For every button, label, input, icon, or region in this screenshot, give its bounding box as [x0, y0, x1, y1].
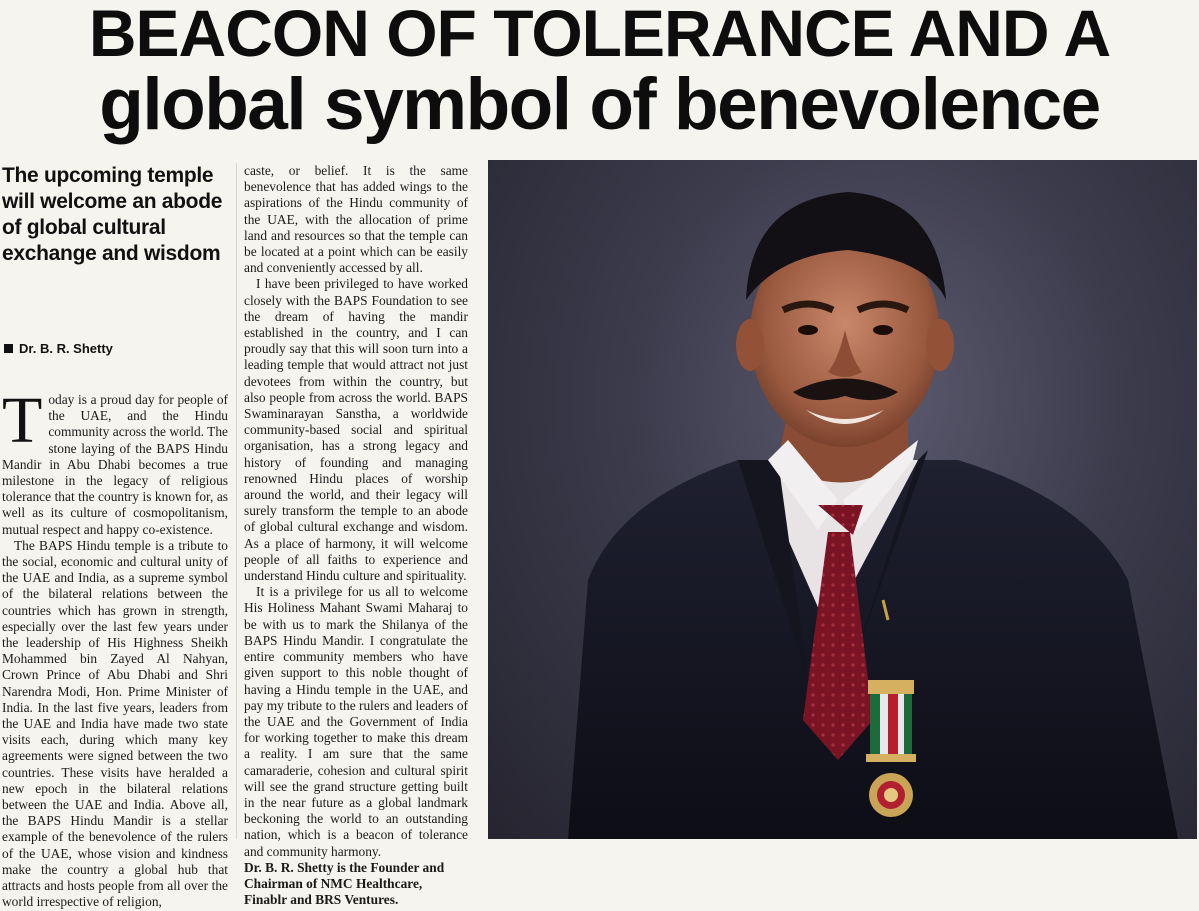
article-paragraph: [2, 384, 228, 538]
article-paragraph: I have been privileged to have worked closely with the BAPS Foundation to see the dream of having the mandir established in the country, and I can proudly say that this will soon turn into a leading temple that would attract not just devotees from within the country, but also people from across the world. BAPS Swaminarayan Sanstha, a worldwide community-based social and spiritual organisation, has a strong legacy and history of founding and managing renowned Hindu places of worship around the world, and their legacy will surely transform the temple to an abode of global cultural exchange and wisdom. As a place of harmony, it will welcome people of all faiths to experience and understand Hindu culture and spirituality.: [244, 276, 468, 584]
article-paragraph: The BAPS Hindu temple is a tribute to the social, economic and cultural unity of the UAE and India, as a supreme symbol of the bilateral relations between the countries which has grown in strength, especially over the last few years under the leadership of His Highness Sheikh Mohammed bin Zayed Al Nahyan, Crown Prince of Abu Dhabi and Shri Narendra Modi, Hon. Prime Minister of India. In the last five years, leaders from the UAE and India have made two state visits each, during which many key agreements were signed between the two countries. These visits have heralded a new epoch in the bilateral relations between the UAE and India. Above all, the BAPS Hindu Mandir is a stellar example of the benevolence of the rulers of the UAE, whose vision and kindness make the country a global hub that attracts and hosts people from all over the world irrespective of religion,: [2, 537, 228, 910]
byline-bullet-icon: [4, 344, 13, 353]
author-portrait-photo: [488, 160, 1197, 839]
byline-author: Dr. B. R. Shetty: [19, 341, 113, 356]
article-column-1: [2, 384, 228, 911]
byline: [4, 341, 113, 356]
headline-line-2: global symbol of benevolence: [99, 64, 1100, 145]
column-divider: [236, 163, 237, 839]
article-column-2: [244, 163, 468, 908]
deck-subheading: The upcoming temple will welcome an abode of global cultural exchange and wisdom: [2, 164, 223, 265]
headline-line-1: BEACON OF TOLERANCE AND A: [88, 0, 1111, 70]
article-paragraph: caste, or belief. It is the same benevolence that has added wings to the aspirations of the Hindu community of the UAE, with the allocation of prime land and resources so that the temple can be located at a point which can be easily and conveniently accessed by all.: [244, 163, 468, 276]
paragraph-text: oday is a proud day for people of the UAE, and the Hindu community across the world. The stone laying of the BAPS Hindu Mandir in Abu Dhabi becomes a true milestone in the legacy of religious tolerance that the country is known for, as well as its culture of cosmopolitanism, mutual respect and happy co-existence.: [2, 392, 228, 537]
portrait-illustration: [488, 160, 1197, 839]
article-paragraph: It is a privilege for us all to welcome His Holiness Mahant Swami Maharaj to be with us to mark the Shilanya of the BAPS Hindu Mandir. I congratulate the entire community members who have given support to this noble thought of having a Hindu temple in the UAE, and pay my tribute to the rulers and leaders of the UAE and the Government of India for working together to make this dream a reality. I am sure that the same camaraderie, cohesion and cultural spirit will see the grand structure getting built in the near future as a global landmark beckoning the world to an outstanding nation, which is a beacon of tolerance and community harmony.: [244, 584, 468, 859]
author-credit: Dr. B. R. Shetty is the Founder and Chairman of NMC Healthcare, Finablr and BRS Ventures.: [244, 859, 445, 908]
drop-cap: T: [2, 384, 43, 457]
